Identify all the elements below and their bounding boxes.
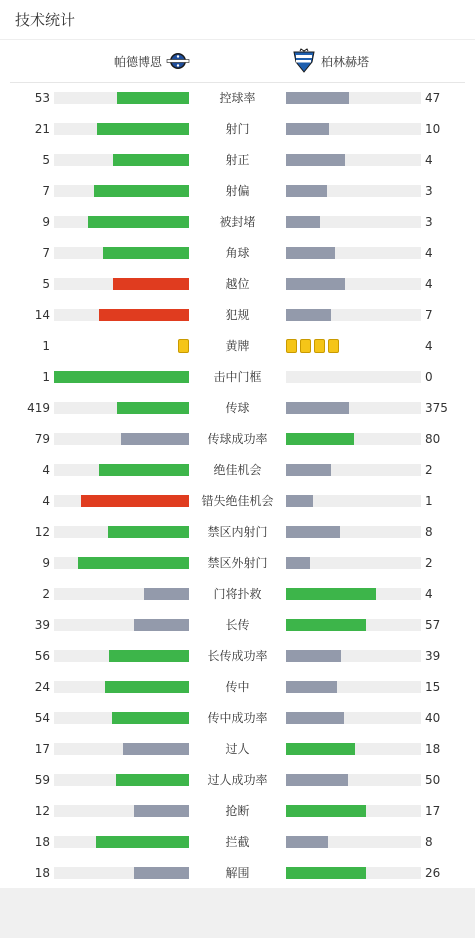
- away-stat-value: 0: [425, 370, 433, 384]
- stat-row: [0, 796, 475, 827]
- home-stat-bar-fill: [81, 495, 189, 507]
- home-stat-value: 4: [42, 494, 50, 508]
- away-stat-bar: [286, 526, 421, 538]
- away-stat-bar-fill: [286, 433, 354, 445]
- stat-row: [0, 176, 475, 207]
- home-stat-bar-fill: [88, 216, 189, 228]
- yellow-card-icon: [300, 339, 311, 353]
- away-stat-bar-fill: [286, 805, 366, 817]
- home-stat-value: 39: [34, 618, 50, 632]
- stat-label: 射门: [225, 122, 250, 136]
- home-stat-value: 14: [34, 308, 50, 322]
- home-stat-bar-fill: [78, 557, 189, 569]
- away-stat-bar-fill: [286, 743, 355, 755]
- away-stat-bar: [286, 247, 421, 259]
- away-stat-bar: [286, 92, 421, 104]
- away-stat-value: 17: [425, 804, 441, 818]
- home-stat-value: 7: [42, 184, 50, 198]
- stat-label: 传球: [225, 401, 250, 415]
- away-stat-value: 7: [425, 308, 433, 322]
- yellow-card-icon: [286, 339, 297, 353]
- away-stat-bar: [286, 123, 421, 135]
- home-stat-bar: [54, 278, 189, 290]
- home-stat-bar: [54, 588, 189, 600]
- stat-label: 绝佳机会: [213, 463, 262, 477]
- home-stat-value: 419: [27, 401, 50, 415]
- away-stat-bar-fill: [286, 836, 328, 848]
- home-stat-value: 21: [34, 122, 50, 136]
- away-stat-bar: [286, 774, 421, 786]
- away-stat-value: 39: [425, 649, 441, 663]
- away-stat-bar: [286, 278, 421, 290]
- away-stat-bar: [286, 402, 421, 414]
- panel-title: 技术统计: [15, 11, 76, 29]
- away-stat-bar: [286, 154, 421, 166]
- away-stat-value: 4: [425, 277, 433, 291]
- stat-row: [0, 269, 475, 300]
- away-stat-bar: [286, 712, 421, 724]
- home-stat-value: 7: [42, 246, 50, 260]
- away-stat-bar-fill: [286, 526, 340, 538]
- home-team-name: 帕德博恩: [114, 54, 163, 69]
- home-stat-value: 2: [42, 587, 50, 601]
- home-stat-value: 4: [42, 463, 50, 477]
- home-stat-bar: [54, 681, 189, 693]
- home-stat-bar: [54, 743, 189, 755]
- stat-row: [0, 486, 475, 517]
- home-stat-bar-fill: [117, 92, 189, 104]
- stat-label: 过人成功率: [207, 773, 268, 787]
- stat-row: [0, 641, 475, 672]
- stat-row: [0, 548, 475, 579]
- home-stat-bar-fill: [103, 247, 189, 259]
- yellow-card-icon: [178, 339, 189, 353]
- home-stat-bar-fill: [99, 309, 189, 321]
- away-stat-bar-fill: [286, 402, 349, 414]
- stat-label: 犯规: [225, 308, 250, 322]
- away-stat-bar-fill: [286, 309, 331, 321]
- home-stat-value: 18: [34, 866, 50, 880]
- stat-row: [0, 424, 475, 455]
- home-stat-bar-fill: [105, 681, 189, 693]
- away-stat-bar: [286, 743, 421, 755]
- away-yellow-cards: [286, 339, 342, 353]
- away-team[interactable]: [291, 40, 369, 82]
- home-stat-bar: [54, 92, 189, 104]
- home-stat-value: 24: [34, 680, 50, 694]
- away-stat-bar: [286, 681, 421, 693]
- yellow-card-icon: [314, 339, 325, 353]
- stat-row: [0, 362, 475, 393]
- away-stat-value: 3: [425, 184, 433, 198]
- home-stat-bar-fill: [121, 433, 189, 445]
- away-stat-bar: [286, 433, 421, 445]
- stat-row: [0, 827, 475, 858]
- stat-label: 传中: [225, 680, 250, 694]
- home-stat-bar: [54, 123, 189, 135]
- away-stat-bar: [286, 216, 421, 228]
- away-stat-bar-fill: [286, 495, 313, 507]
- home-stat-value: 53: [34, 91, 50, 105]
- away-stat-bar-fill: [286, 588, 376, 600]
- stat-row: [0, 393, 475, 424]
- away-stat-bar-fill: [286, 867, 366, 879]
- away-stat-bar-fill: [286, 774, 348, 786]
- away-stat-value: 80: [425, 432, 441, 446]
- home-stat-bar: [54, 154, 189, 166]
- away-stat-bar-fill: [286, 185, 327, 197]
- home-stat-bar: [54, 216, 189, 228]
- stat-row: [0, 331, 475, 362]
- away-stat-bar-fill: [286, 650, 341, 662]
- home-stat-bar-fill: [96, 836, 189, 848]
- home-stat-bar-fill: [113, 154, 189, 166]
- stat-row: [0, 455, 475, 486]
- away-stat-value: 10: [425, 122, 441, 136]
- home-stat-bar-fill: [134, 867, 189, 879]
- away-stat-bar: [286, 805, 421, 817]
- home-stat-bar: [54, 836, 189, 848]
- stat-label: 禁区外射门: [207, 556, 268, 570]
- away-stat-bar-fill: [286, 278, 345, 290]
- stat-row: [0, 579, 475, 610]
- stat-label: 控球率: [219, 91, 256, 105]
- home-stat-value: 79: [34, 432, 50, 446]
- home-stat-bar: [54, 712, 189, 724]
- home-stat-value: 18: [34, 835, 50, 849]
- home-stat-value: 9: [42, 556, 50, 570]
- home-stat-value: 12: [34, 525, 50, 539]
- away-stat-value: 4: [425, 153, 433, 167]
- away-stat-value: 4: [425, 587, 433, 601]
- stat-label: 长传: [225, 618, 250, 632]
- home-stat-bar: [54, 867, 189, 879]
- stat-row: [0, 703, 475, 734]
- home-stat-value: 1: [42, 370, 50, 384]
- away-stat-bar-fill: [286, 247, 335, 259]
- away-stat-value: 50: [425, 773, 441, 787]
- stat-label: 门将扑救: [213, 587, 262, 601]
- away-stat-value: 2: [425, 556, 433, 570]
- home-stat-bar-fill: [108, 526, 189, 538]
- stat-row: [0, 765, 475, 796]
- home-stat-bar: [54, 433, 189, 445]
- stat-label: 传中成功率: [207, 711, 268, 725]
- away-stat-value: 4: [425, 339, 433, 353]
- away-stat-bar-fill: [286, 154, 345, 166]
- away-stat-value: 26: [425, 866, 441, 880]
- home-stat-bar-fill: [94, 185, 189, 197]
- home-stat-value: 12: [34, 804, 50, 818]
- away-stat-bar-fill: [286, 92, 349, 104]
- stat-row: [0, 672, 475, 703]
- stat-label: 角球: [225, 246, 250, 260]
- away-stat-bar-fill: [286, 216, 320, 228]
- home-stat-value: 54: [34, 711, 50, 725]
- home-stat-bar: [54, 619, 189, 631]
- stat-row: [0, 207, 475, 238]
- home-stat-bar-fill: [97, 123, 189, 135]
- home-team-logo-icon: [166, 52, 190, 70]
- home-stat-bar: [54, 774, 189, 786]
- stat-label: 被封堵: [219, 215, 256, 229]
- away-stat-bar: [286, 588, 421, 600]
- home-team[interactable]: [114, 40, 190, 82]
- home-stat-bar: [54, 526, 189, 538]
- away-stat-value: 375: [425, 401, 448, 415]
- home-stat-bar: [54, 557, 189, 569]
- away-stat-bar: [286, 557, 421, 569]
- away-stat-bar: [286, 495, 421, 507]
- away-stat-bar-fill: [286, 712, 344, 724]
- stat-label: 抢断: [225, 804, 250, 818]
- home-stat-value: 17: [34, 742, 50, 756]
- away-stat-bar-fill: [286, 464, 331, 476]
- away-stat-value: 4: [425, 246, 433, 260]
- stat-label: 长传成功率: [207, 649, 268, 663]
- stat-label: 越位: [225, 277, 250, 291]
- home-stat-bar-fill: [134, 805, 189, 817]
- home-stat-bar: [54, 805, 189, 817]
- home-stat-bar: [54, 309, 189, 321]
- away-stat-value: 1: [425, 494, 433, 508]
- away-stat-bar: [286, 619, 421, 631]
- home-stat-bar: [54, 650, 189, 662]
- home-stat-value: 1: [42, 339, 50, 353]
- home-stat-bar-fill: [117, 402, 189, 414]
- home-stat-value: 5: [42, 277, 50, 291]
- away-stat-value: 8: [425, 835, 433, 849]
- stat-row: [0, 238, 475, 269]
- stat-row: [0, 517, 475, 548]
- away-stat-value: 47: [425, 91, 441, 105]
- home-stat-bar-fill: [112, 712, 189, 724]
- away-stat-bar: [286, 371, 421, 383]
- away-stat-bar-fill: [286, 123, 329, 135]
- away-stat-value: 8: [425, 525, 433, 539]
- stat-row: [0, 300, 475, 331]
- home-stat-bar: [54, 495, 189, 507]
- home-stat-value: 59: [34, 773, 50, 787]
- home-stat-bar: [54, 464, 189, 476]
- stat-row: [0, 145, 475, 176]
- home-stat-bar-fill: [134, 619, 189, 631]
- home-stat-bar: [54, 185, 189, 197]
- away-stat-value: 40: [425, 711, 441, 725]
- away-stat-bar: [286, 836, 421, 848]
- home-stat-value: 56: [34, 649, 50, 663]
- teams-header: [10, 40, 465, 83]
- home-stat-value: 5: [42, 153, 50, 167]
- home-stat-bar-fill: [116, 774, 189, 786]
- stat-label: 过人: [225, 742, 250, 756]
- home-stat-bar-fill: [54, 371, 189, 383]
- stat-label: 错失绝佳机会: [201, 494, 274, 508]
- stat-label: 传球成功率: [207, 432, 268, 446]
- away-stat-bar: [286, 185, 421, 197]
- home-stat-value: 9: [42, 215, 50, 229]
- home-stat-bar: [54, 371, 189, 383]
- stat-row: [0, 114, 475, 145]
- home-stat-bar-fill: [123, 743, 189, 755]
- away-stat-bar: [286, 309, 421, 321]
- away-stat-bar: [286, 464, 421, 476]
- away-stat-value: 3: [425, 215, 433, 229]
- home-stat-bar-fill: [99, 464, 189, 476]
- stat-row: [0, 610, 475, 641]
- yellow-card-icon: [328, 339, 339, 353]
- away-stat-value: 18: [425, 742, 441, 756]
- home-stat-bar: [54, 402, 189, 414]
- home-stat-bar: [54, 247, 189, 259]
- home-stat-bar-fill: [109, 650, 189, 662]
- away-stat-bar: [286, 867, 421, 879]
- stats-list: [0, 83, 475, 889]
- stat-label: 射正: [225, 153, 250, 167]
- away-stat-value: 2: [425, 463, 433, 477]
- stat-row: [0, 734, 475, 765]
- stat-row: [0, 858, 475, 889]
- away-stat-value: 57: [425, 618, 441, 632]
- away-team-logo-icon: [291, 48, 317, 74]
- stat-label: 拦截: [225, 835, 250, 849]
- stat-label: 解围: [225, 866, 250, 880]
- away-stat-bar-fill: [286, 619, 366, 631]
- stat-label: 击中门框: [213, 370, 262, 384]
- away-team-name: 柏林赫塔: [321, 54, 370, 69]
- home-stat-bar-fill: [144, 588, 189, 600]
- stat-label: 禁区内射门: [207, 525, 268, 539]
- stat-label: 射偏: [225, 184, 250, 198]
- home-stat-bar-fill: [113, 278, 189, 290]
- stat-row: [0, 83, 475, 114]
- away-stat-bar-fill: [286, 681, 337, 693]
- panel-header: [0, 0, 475, 40]
- away-stat-value: 15: [425, 680, 441, 694]
- stat-label: 黄牌: [225, 339, 250, 353]
- away-stat-bar-fill: [286, 557, 310, 569]
- away-stat-bar: [286, 650, 421, 662]
- home-yellow-cards: [175, 339, 189, 353]
